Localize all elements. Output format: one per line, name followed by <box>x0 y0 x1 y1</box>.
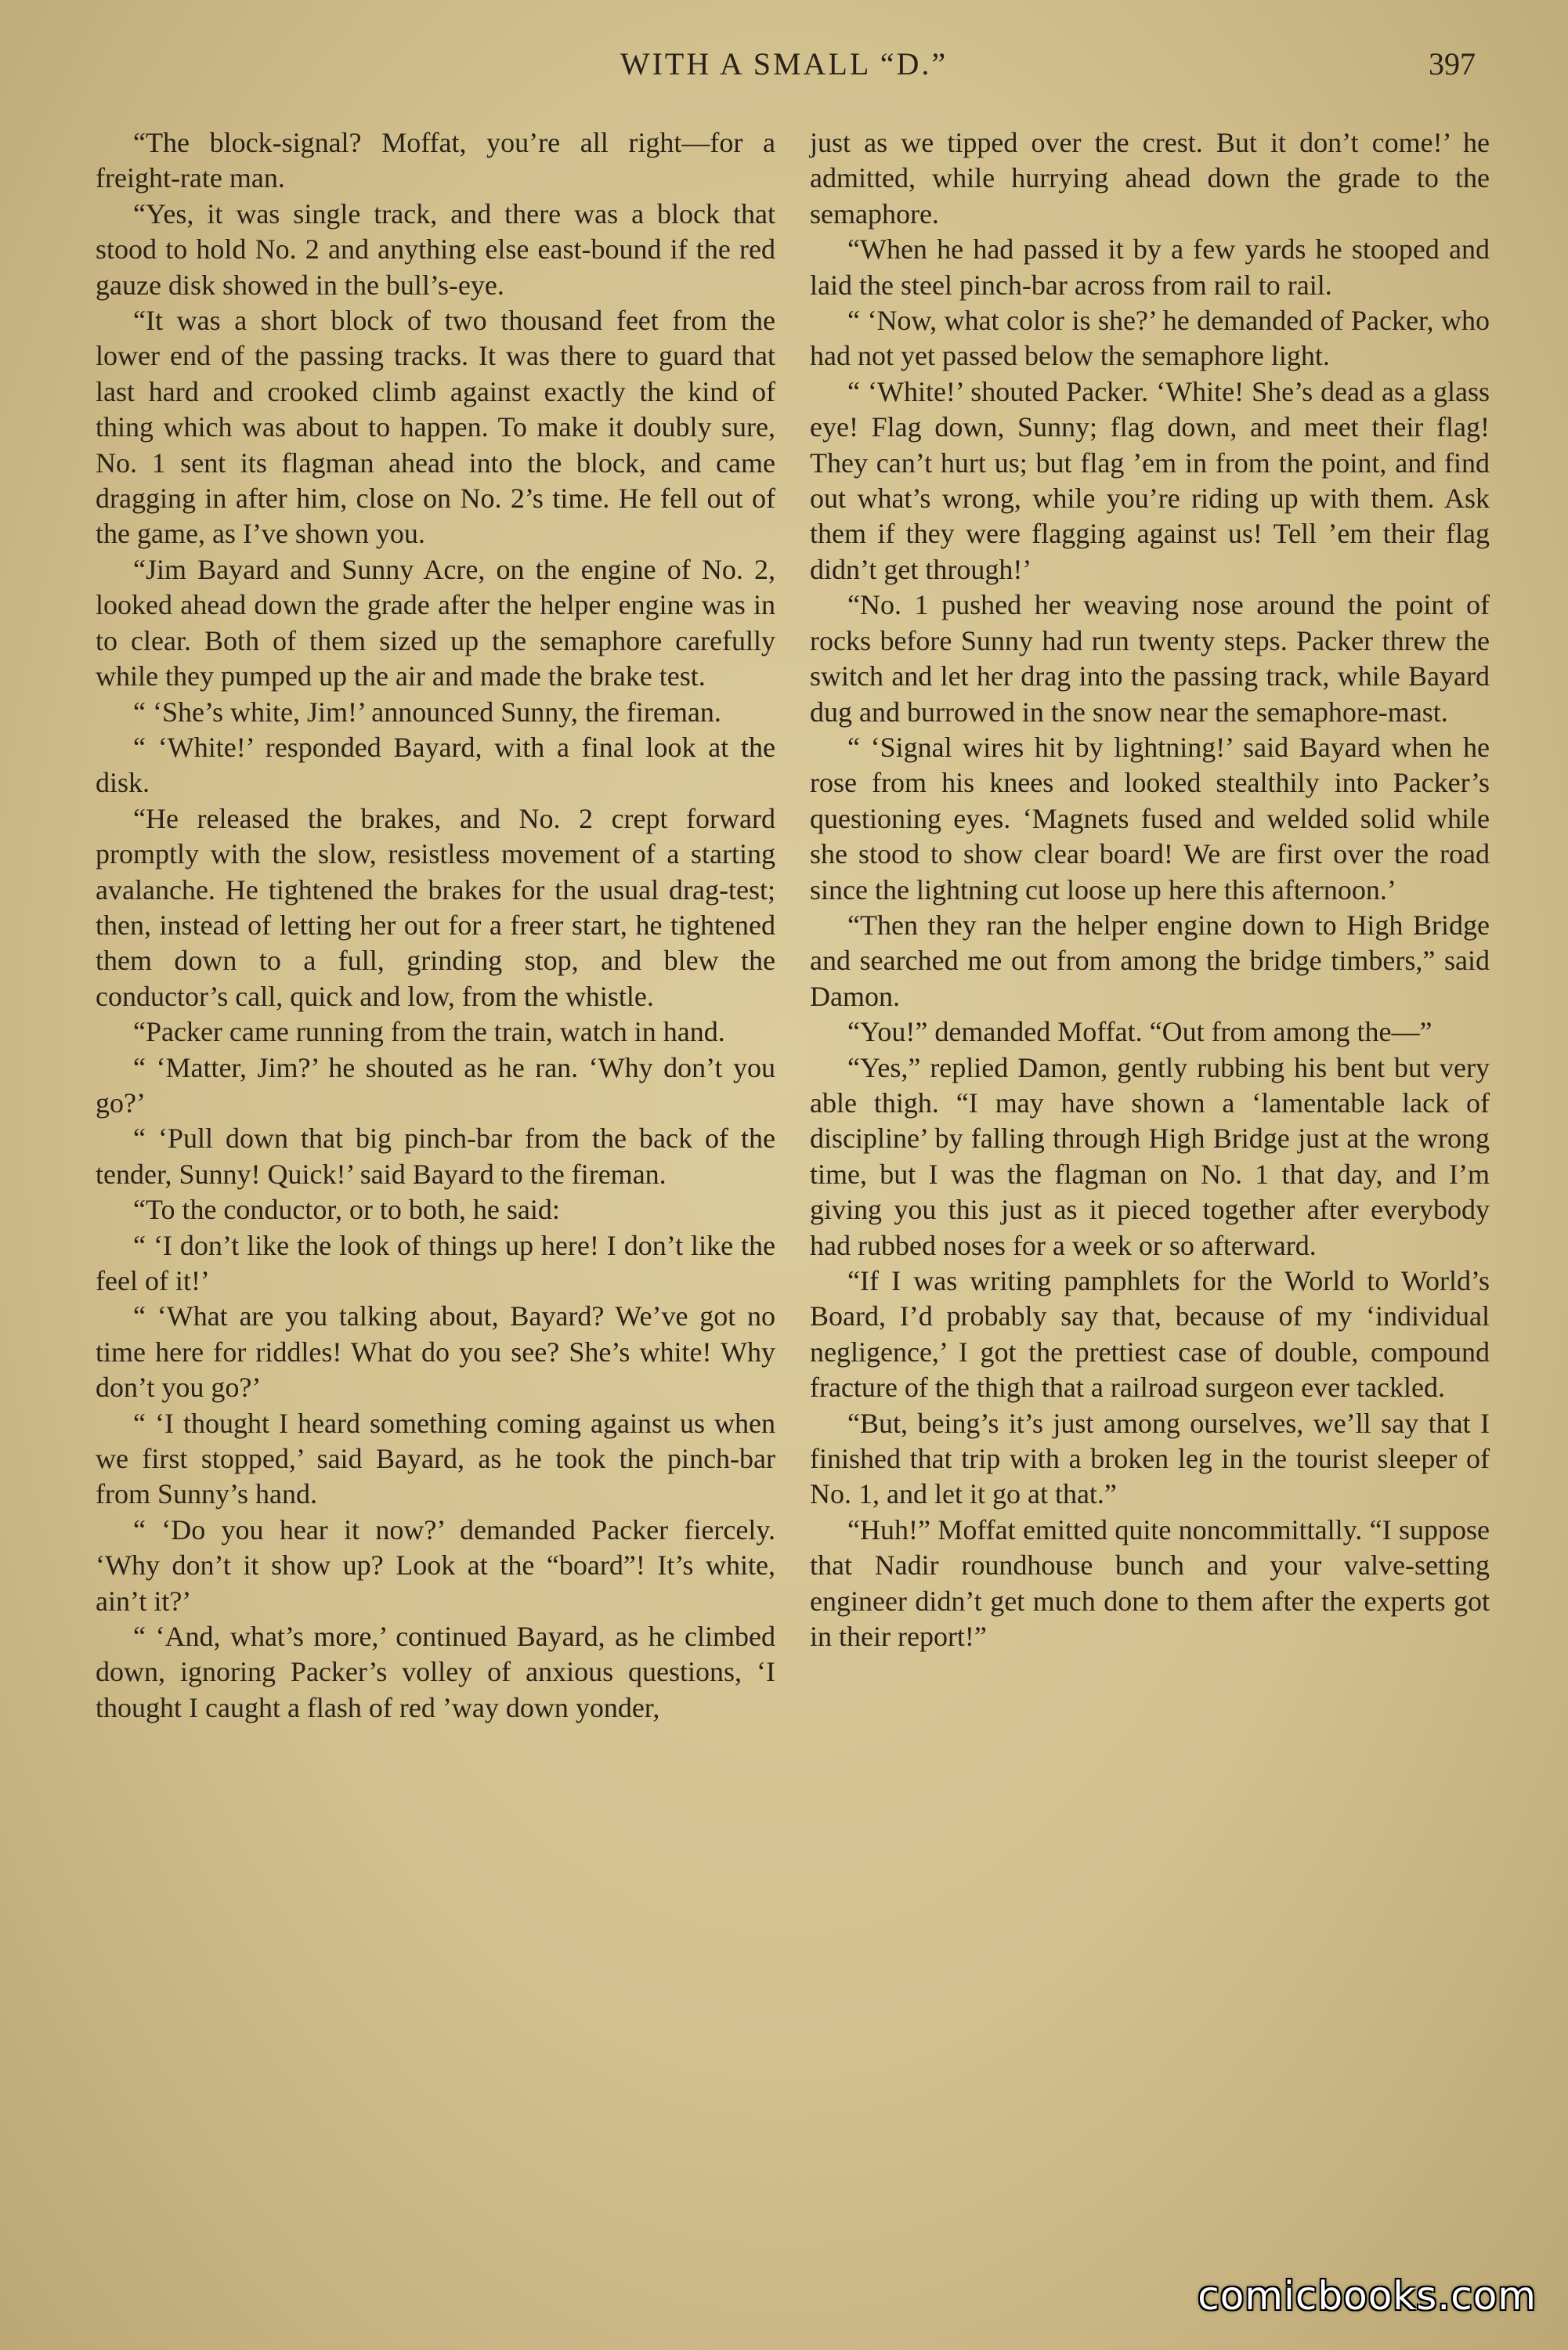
paragraph: “It was a short block of two thousand feet from the lower end of the passing tracks. It was there to guard that last hard and crooked climb against exactly the kind of thing which was about to happen. To make it doubly sure, No. 1 sent its flagman ahead into the block, and came dragging in after him, close on No. 2’s time. He fell out of the game, as I’ve shown you. <box>96 305 775 550</box>
paragraph: “Yes,” replied Damon, gently rubbing his bent but very able thigh. “I may have shown a ‘lamentable lack of discipline’ by falling through High Bridge just at the wrong time, but I was the flagman on No. 1 that day, and I’m giving you this just as it pieced together after everybody had rubbed noses for a week or so afterward. <box>810 1051 1490 1261</box>
paragraph: “ ‘And, what’s more,’ continued Bayard, as he climbed down, ignoring Packer’s volley of anxious questions, ‘I thought I caught a flash of red ’way down yonder, <box>96 1621 775 1723</box>
paragraph: “Yes, it was single track, and there was a block that stood to hold No. 2 and anything else east-bound if the red gauze disk showed in the bull’s-eye. <box>96 197 775 301</box>
paragraph: “Huh!” Moffat emitted quite noncommittally. “I suppose that Nadir roundhouse bunch and your valve-setting engineer didn’t get much done to them after the experts got in their report!” <box>810 1513 1490 1653</box>
paragraph: “When he had passed it by a few yards he stooped and laid the steel pinch-bar across from rail to rail. <box>810 233 1490 301</box>
paragraph-continued: just as we tipped over the crest. But it don’t come!’ he admitted, while hurrying ahead down the grade to the semaphore. <box>810 127 1490 230</box>
paragraph: “ ‘White!’ shouted Packer. ‘White! She’s dead as a glass eye! Flag down, Sunny; flag down, and meet their flag! They can’t hurt us; but flag ’em in from the point, and find out what’s wrong, while you’re riding up with them. Ask them if they were flagging against us! Tell ’em their flag didn’t get through!’ <box>810 375 1490 585</box>
paragraph: “You!” demanded Moffat. “Out from among the—” <box>847 1016 1433 1048</box>
paragraph: “Jim Bayard and Sunny Acre, on the engine of No. 2, looked ahead down the grade after the helper engine was in to clear. Both of them sized up the semaphore carefully while they pumped up the air and made the brake test. <box>96 553 775 692</box>
paragraph: “ ‘Signal wires hit by lightning!’ said Bayard when he rose from his knees and looked stealthily into Packer’s questioning eyes. ‘Magnets fused and welded solid while she stood to show clear board! We are first over the road since the lightning cut loose up here this afternoon.’ <box>810 731 1490 906</box>
paragraph: “Packer came running from the train, watch in hand. <box>133 1016 725 1048</box>
paragraph: “ ‘Pull down that big pinch-bar from the back of the tender, Sunny! Quick!’ said Bayard to the fireman. <box>96 1123 775 1190</box>
paragraph: “But, being’s it’s just among ourselves, we’ll say that I finished that trip with a broken leg in the tourist sleeper of No. 1, and let it go at that.” <box>810 1407 1490 1510</box>
paragraph: “ ‘Do you hear it now?’ demanded Packer fiercely. ‘Why don’t it show up? Look at the “board”! It’s white, ain’t it?’ <box>96 1513 775 1617</box>
watermark: comicbooks.com <box>1198 2273 1537 2319</box>
paragraph: “ ‘Now, what color is she?’ he demanded of Packer, who had not yet passed below the semaphore light. <box>810 305 1490 372</box>
paragraph: “He released the brakes, and No. 2 crept forward promptly with the slow, resistless movement of a starting avalanche. He tightened the brakes for the usual drag-test; then, instead of letting her out for a freer start, he tightened them down to a full, grinding stop, and blew the conductor’s call, quick and low, from the whistle. <box>96 802 775 1012</box>
paragraph: “ ‘What are you talking about, Bayard? We’ve got no time here for riddles! What do you see? She’s white! Why don’t you go?’ <box>96 1300 775 1404</box>
running-title: WITH A SMALL “D.” <box>620 46 948 81</box>
paragraph: “To the conductor, or to both, he said: <box>133 1194 560 1226</box>
paragraph: “Then they ran the helper engine down to High Bridge and searched me out from among the bridge timbers,” said Damon. <box>810 909 1490 1012</box>
paragraph: “If I was writing pamphlets for the World to World’s Board, I’d probably say that, because of my ‘individual negligence,’ I got the prettiest case of double, compound fracture of the thigh that a railroad surgeon ever tackled. <box>810 1265 1490 1404</box>
paragraph: “ ‘She’s white, Jim!’ announced Sunny, the fireman. <box>133 696 721 728</box>
page-header <box>0 45 1568 100</box>
paragraph: “ ‘I don’t like the look of things up here! I don’t like the feel of it!’ <box>96 1229 775 1296</box>
paragraph: “ ‘I thought I heard something coming against us when we first stopped,’ said Bayard, as he took the pinch-bar from Sunny’s hand. <box>96 1407 775 1510</box>
page-number: 397 <box>1429 46 1476 81</box>
paragraph: “The block-signal? Moffat, you’re all right—for a freight-rate man. <box>96 127 775 194</box>
right-column <box>810 125 1490 1654</box>
paragraph: “No. 1 pushed her weaving nose around the point of rocks before Sunny had run twenty steps. Packer threw the switch and let her drag into the passing track, while Bayard dug and burrowed in the snow near the semaphore-mast. <box>810 589 1490 728</box>
paragraph: “ ‘Matter, Jim?’ he shouted as he ran. ‘Why don’t you go?’ <box>96 1051 775 1119</box>
paragraph: “ ‘White!’ responded Bayard, with a final look at the disk. <box>96 731 775 799</box>
left-column <box>96 125 775 1726</box>
